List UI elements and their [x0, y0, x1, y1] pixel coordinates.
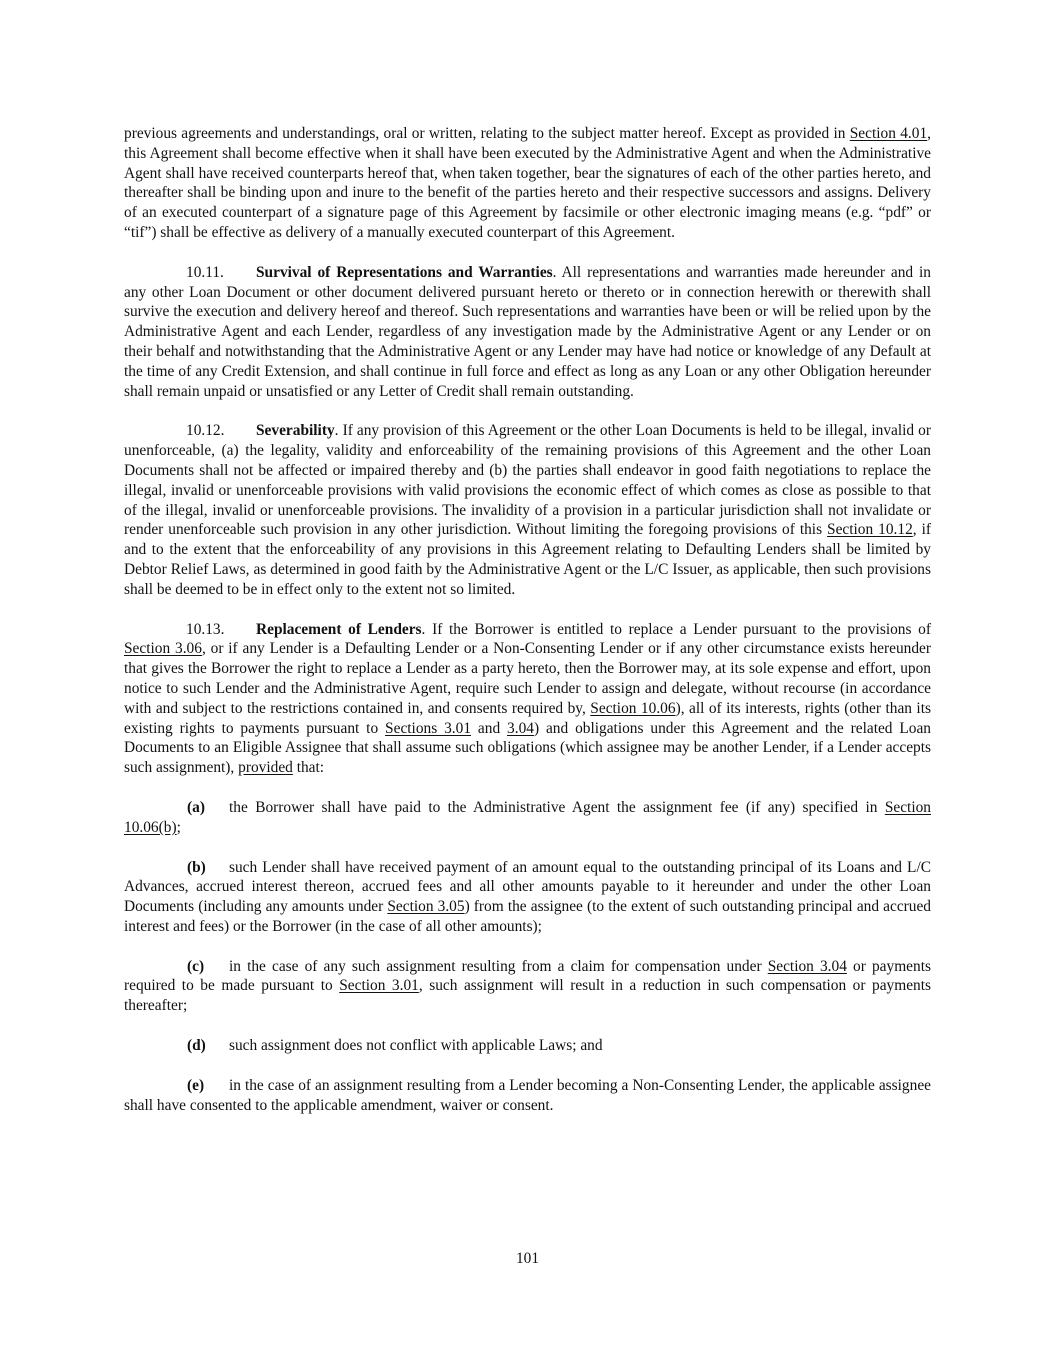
text: . If the Borrower is entitled to replace a Lender pursuant to the provisions of: [421, 620, 932, 638]
text: and: [471, 719, 508, 737]
section-reference-link[interactable]: Section 3.04: [767, 957, 847, 975]
section-heading: Severability: [256, 422, 335, 440]
text: the Borrower shall have paid to the Administrative Agent the assignment fee (if any) specified in: [229, 798, 885, 816]
clause-a: [124, 798, 931, 838]
section-10-11: [124, 263, 931, 402]
text: that:: [292, 759, 325, 777]
text: . All representations and warranties made hereunder and in any other Loan Document or other document delivered pursuant hereto or thereto or in connection herewith or therewith shall survive the execution and delivery hereof and thereof. Such representations and warranties have been or will be relied upon by the Administrative Agent and each Lender, regardless of any investigation made by the Administrative Agent or any Lender or on their behalf and notwithstanding that the Administrative Agent or any Lender may have had notice or knowledge of any Default at the time of any Credit Extension, and shall continue in full force and effect as long as any Loan or any other Obligation hereunder shall remain unpaid or unsatisfied or any Letter of Credit shall remain outstanding.: [124, 263, 931, 400]
text: ) from the assignee (to the extent of such outstanding principal and accrued interest and fees) or the Borrower (in the case of all other amounts);: [124, 898, 931, 935]
text: in the case of an assignment resulting from a Lender becoming a Non-Consenting Lender, the applicable assignee shall have consented to the applicable amendment, waiver or consent.: [124, 1076, 931, 1114]
clause-label: (e): [187, 1076, 205, 1094]
section-heading: Survival of Representations and Warranties: [256, 263, 553, 281]
section-number: 10.11.: [186, 263, 224, 281]
text: ;: [176, 818, 181, 836]
text: ) and obligations under this Agreement and the related Loan Documents to an Eligible Assignee that shall assume such obligations (which assignee may be another Lender, if a Lender accepts such assignment),: [124, 719, 932, 777]
clause-c: [124, 957, 931, 1016]
page-number: 101: [515, 1250, 540, 1267]
section-reference-link[interactable]: Section 3.01: [339, 977, 419, 995]
text: such assignment does not conflict with applicable Laws; and: [229, 1037, 603, 1055]
underlined-term: provided: [238, 759, 293, 777]
section-10-13: [124, 620, 931, 778]
clause-label: (d): [187, 1037, 206, 1055]
section-reference-link[interactable]: Section 4.01: [849, 125, 928, 142]
text: , if and to the extent that the enforceability of any provisions in this Agreement relating to Defaulting Lenders shall be limited by Debtor Relief Laws, as determined in good faith by the Administrative Agent or the L/C Issuer, as applicable, then such provisions shall be deemed to be in effect only to the extent not so limited.: [124, 521, 931, 598]
section-number: 10.13.: [186, 620, 225, 638]
section-reference-link[interactable]: 3.04: [507, 719, 534, 737]
text: previous agreements and understandings, oral or written, relating to the subject matter hereof. Except as provided in: [124, 125, 850, 142]
clause-d: [124, 1036, 931, 1056]
text: , such assignment will result in a reduction in such compensation or payments thereafter;: [124, 977, 931, 1015]
text: such Lender shall have received payment of an amount equal to the outstanding principal of its Loans and L/C Advances, accrued interest thereon, accrued fees and all other amounts payable to it hereunder and under the other Loan Documents (including any amounts under: [124, 858, 931, 916]
text: or payments required to be made pursuant to: [124, 957, 931, 995]
clause-label: (b): [187, 858, 206, 876]
section-number: 10.12.: [186, 422, 225, 440]
section-reference-link[interactable]: Section 3.05: [387, 898, 465, 916]
section-heading: Replacement of Lenders: [256, 620, 422, 638]
document-page: [124, 124, 931, 1135]
clause-label: (a): [187, 798, 205, 816]
text: ), all of its interests, rights (other than its existing rights to payments pursuant to: [124, 699, 931, 737]
clause-label: (c): [187, 957, 205, 975]
section-reference-link[interactable]: Section 10.06(b): [124, 798, 931, 836]
text: . If any provision of this Agreement or the other Loan Documents is held to be illegal, invalid or unenforceable, (a) the legality, validity and enforceability of the remaining provisions of this Agreement and the other Loan Documents shall not be affected or impaired thereby and (b) the parties shall endeavor in good faith negotiations to replace the illegal, invalid or unenforceable provisions with valid provisions the economic effect of which comes as close as possible to that of the illegal, invalid or unenforceable provisions. The invalidity of a provision in a particular jurisdiction shall not invalidate or render unenforceable such provision in any other jurisdiction. Without limiting the foregoing provisions of this: [124, 422, 931, 539]
continuation-paragraph: [124, 124, 931, 243]
text: , this Agreement shall become effective when it shall have been executed by the Administrative Agent and when the Administrative Agent shall have received counterparts hereof that, when taken together, bear the signatures of each of the other parties hereto, and thereafter shall be binding upon and inure to the benefit of the parties hereto and their respective successors and assigns. Delivery of an executed counterpart of a signature page of this Agreement by facsimile or other electronic imaging means (e.g. “pdf” or “tif”) shall be effective as delivery of a manually executed counterpart of this Agreement.: [124, 125, 931, 241]
clause-b: [124, 858, 931, 937]
section-reference-link[interactable]: Section 10.06: [590, 699, 676, 717]
clause-e: [124, 1076, 931, 1116]
section-reference-link[interactable]: Section 10.12: [827, 521, 913, 539]
section-reference-link[interactable]: Sections 3.01: [385, 719, 472, 737]
text: , or if any Lender is a Defaulting Lender or a Non-Consenting Lender or if any other circumstance exists hereunder that gives the Borrower the right to replace a Lender as a party hereto, then the Borrower may, at its sole expense and effort, upon notice to such Lender and the Administrative Agent, require such Lender to assign and delegate, without recourse (in accordance with and subject to the restrictions contained in, and consents required by,: [124, 640, 931, 717]
text: in the case of any such assignment resulting from a claim for compensation under: [229, 957, 768, 975]
section-reference-link[interactable]: Section 3.06: [124, 640, 202, 658]
section-10-12: [124, 421, 931, 599]
